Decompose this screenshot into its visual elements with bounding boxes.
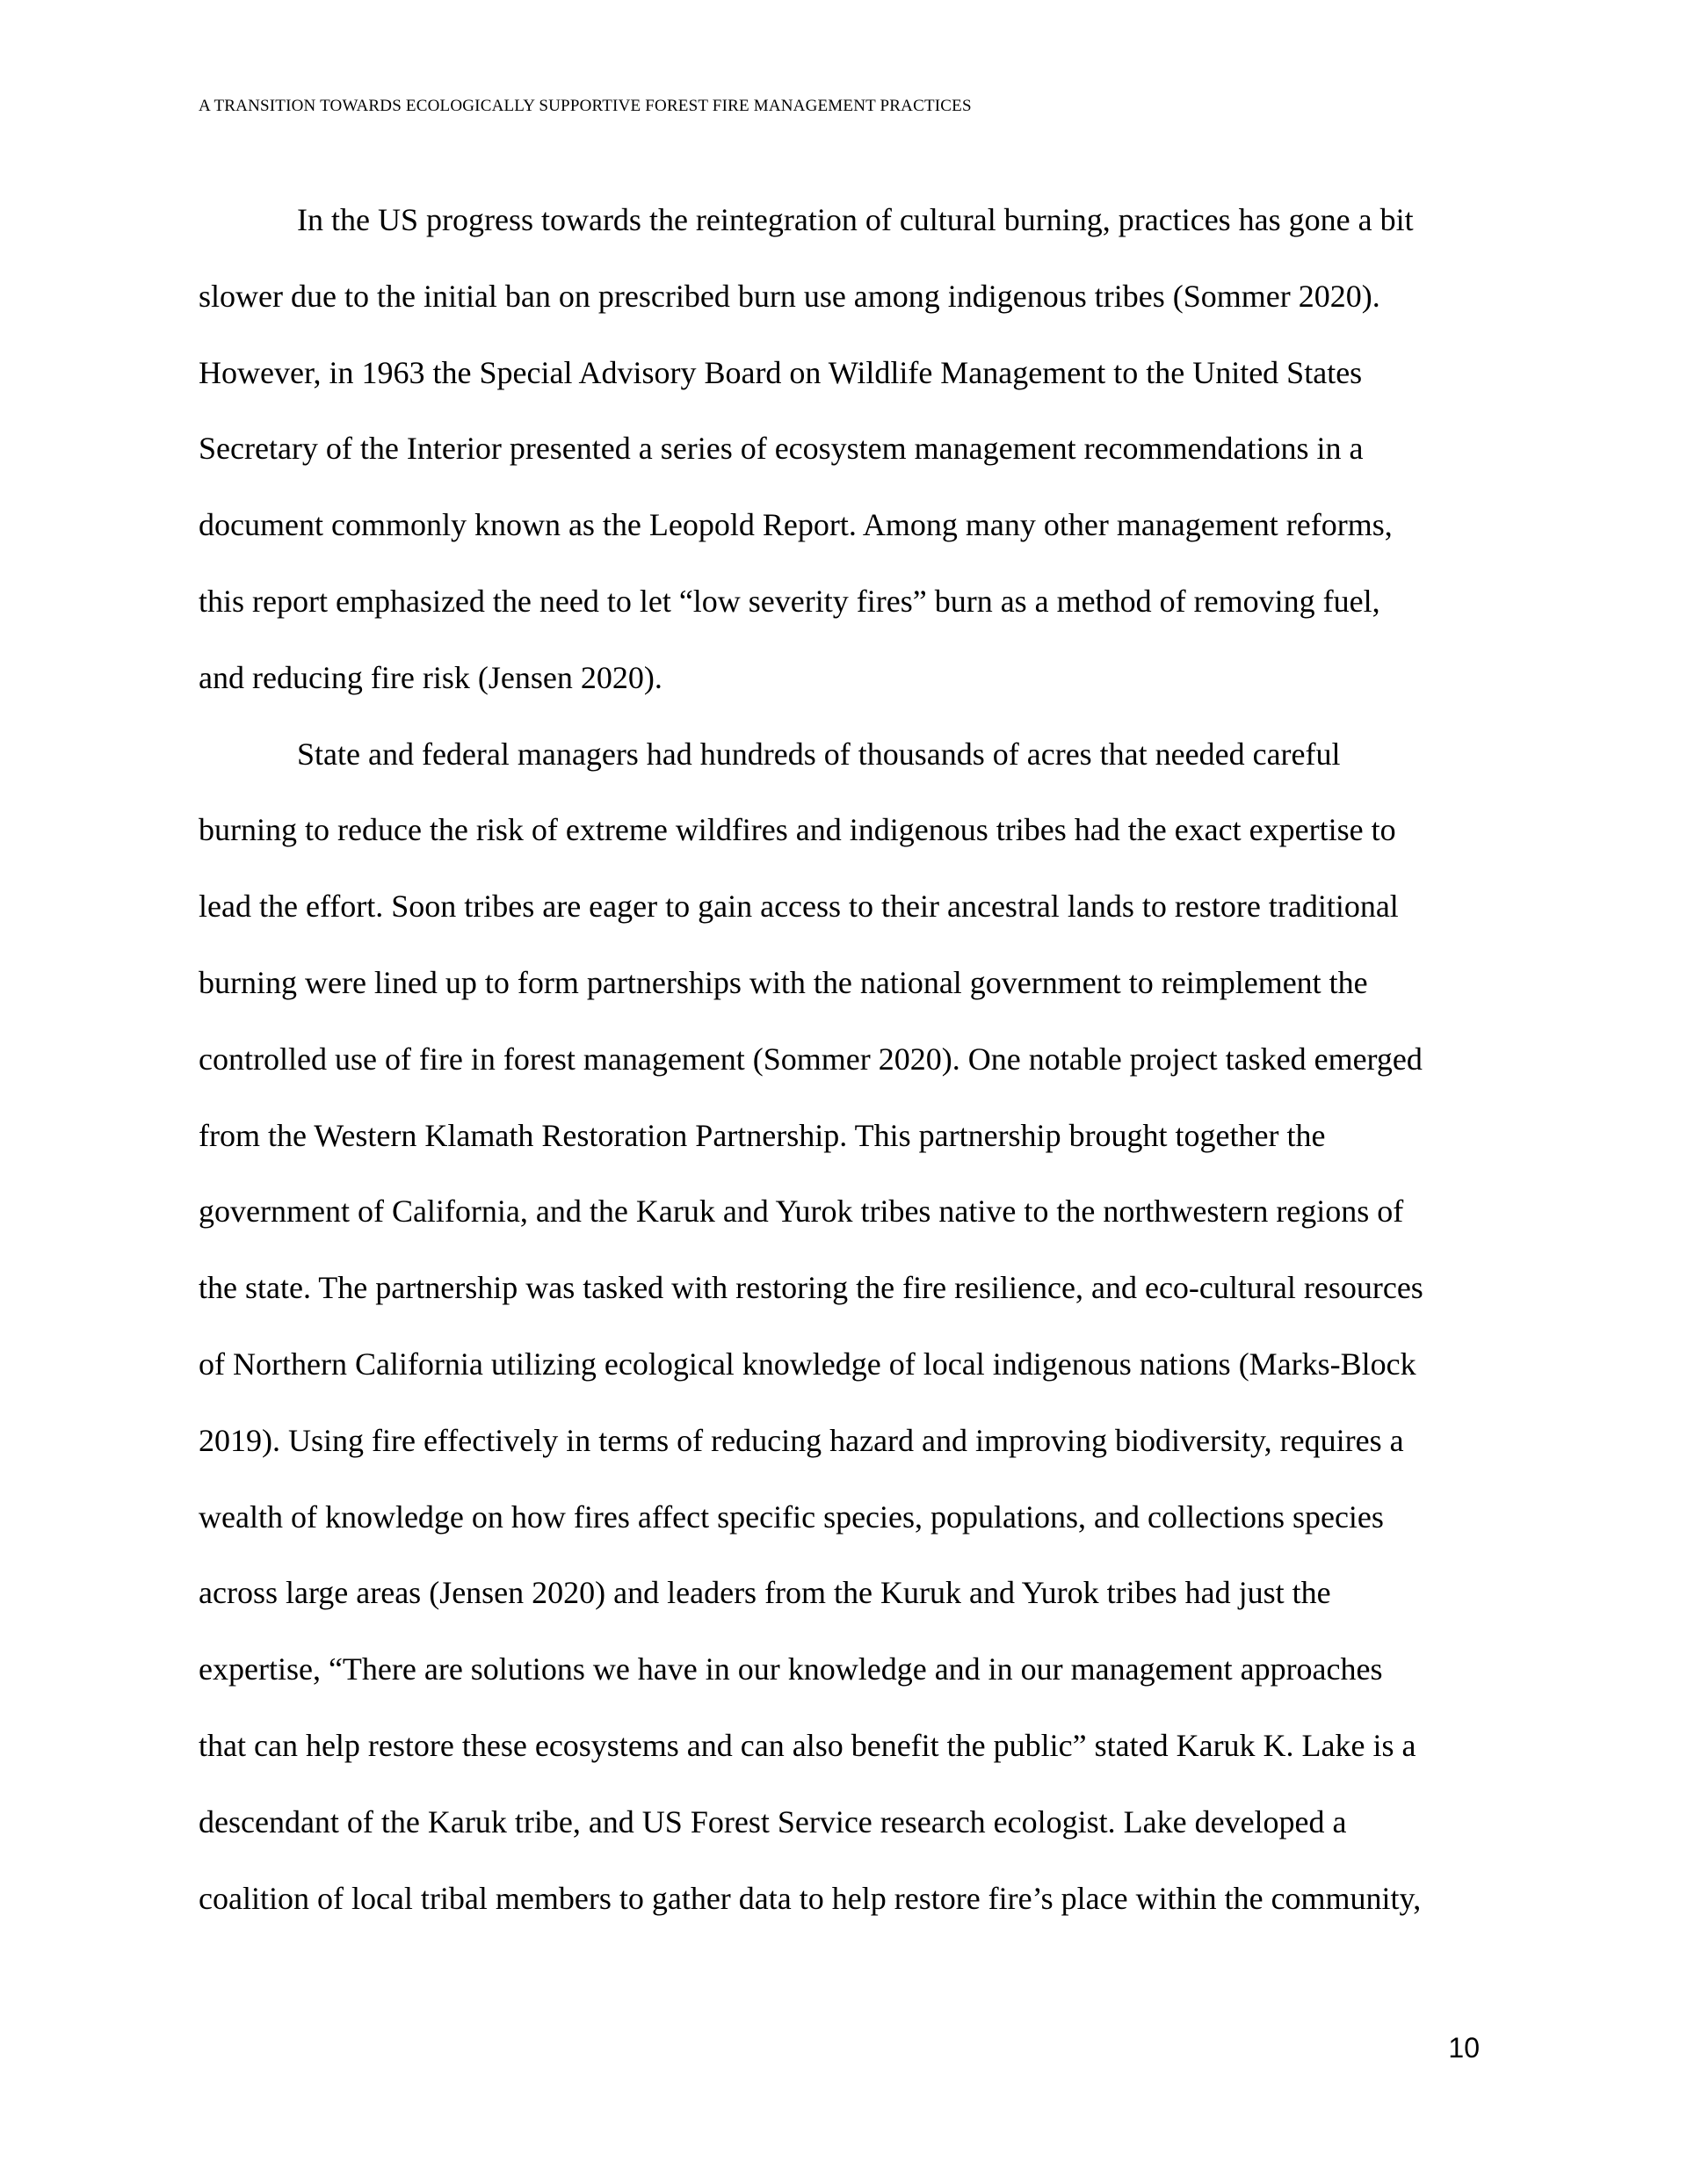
text-line: of Northern California utilizing ecological knowledge of local indigenous nations (Marks-Block (199, 1346, 1416, 1382)
text-line: and reducing fire risk (Jensen 2020). (199, 659, 662, 695)
paragraph-2 (199, 731, 1517, 1952)
text-line: coalition of local tribal members to gather data to help restore fire’s place within the community, (199, 1880, 1422, 1916)
paragraph-1 (199, 197, 1517, 731)
text-line: burning to reduce the risk of extreme wildfires and indigenous tribes had the exact expertise to (199, 812, 1396, 848)
text-line: lead the effort. Soon tribes are eager to gain access to their ancestral lands to restore traditional (199, 889, 1399, 925)
text-line: However, in 1963 the Special Advisory Board on Wildlife Management to the United States (199, 354, 1363, 390)
text-line: burning were lined up to form partnerships with the national government to reimplement the (199, 964, 1368, 1000)
running-head: A TRANSITION TOWARDS ECOLOGICALLY SUPPORTIVE FOREST FIRE MANAGEMENT PRACTICES (199, 97, 972, 115)
text-line: document commonly known as the Leopold Report. Among many other management reforms, (199, 507, 1393, 543)
text-line: Secretary of the Interior presented a series of ecosystem management recommendations in a (199, 431, 1364, 467)
text-line: In the US progress towards the reintegration of cultural burning, practices has gone a bit (297, 202, 1414, 237)
text-line: 2019). Using fire effectively in terms of reducing hazard and improving biodiversity, requires a (199, 1422, 1404, 1458)
text-line: controlled use of fire in forest management (Sommer 2020). One notable project tasked emerged (199, 1041, 1423, 1077)
text-line: State and federal managers had hundreds of thousands of acres that needed careful (297, 736, 1341, 772)
text-line: wealth of knowledge on how fires affect specific species, populations, and collections species (199, 1498, 1384, 1535)
text-line: government of California, and the Karuk and Yurok tribes native to the northwestern regions of (199, 1194, 1404, 1230)
text-line: slower due to the initial ban on prescribed burn use among indigenous tribes (Sommer 2020). (199, 278, 1380, 314)
text-line: the state. The partnership was tasked with restoring the fire resilience, and eco-cultural resources (199, 1270, 1423, 1306)
body-text (199, 197, 1517, 1951)
text-line: expertise, “There are solutions we have in our knowledge and in our management approaches (199, 1651, 1383, 1687)
text-line: descendant of the Karuk tribe, and US Forest Service research ecologist. Lake developed a (199, 1803, 1347, 1839)
page-number: 10 (1448, 2032, 1480, 2064)
text-line: across large areas (Jensen 2020) and leaders from the Kuruk and Yurok tribes had just the (199, 1575, 1331, 1611)
text-line: from the Western Klamath Restoration Partnership. This partnership brought together the (199, 1117, 1326, 1153)
text-line: this report emphasized the need to let “low severity fires” burn as a method of removing fuel, (199, 583, 1380, 619)
text-line: that can help restore these ecosystems and can also benefit the public” stated Karuk K. Lake is a (199, 1727, 1416, 1763)
